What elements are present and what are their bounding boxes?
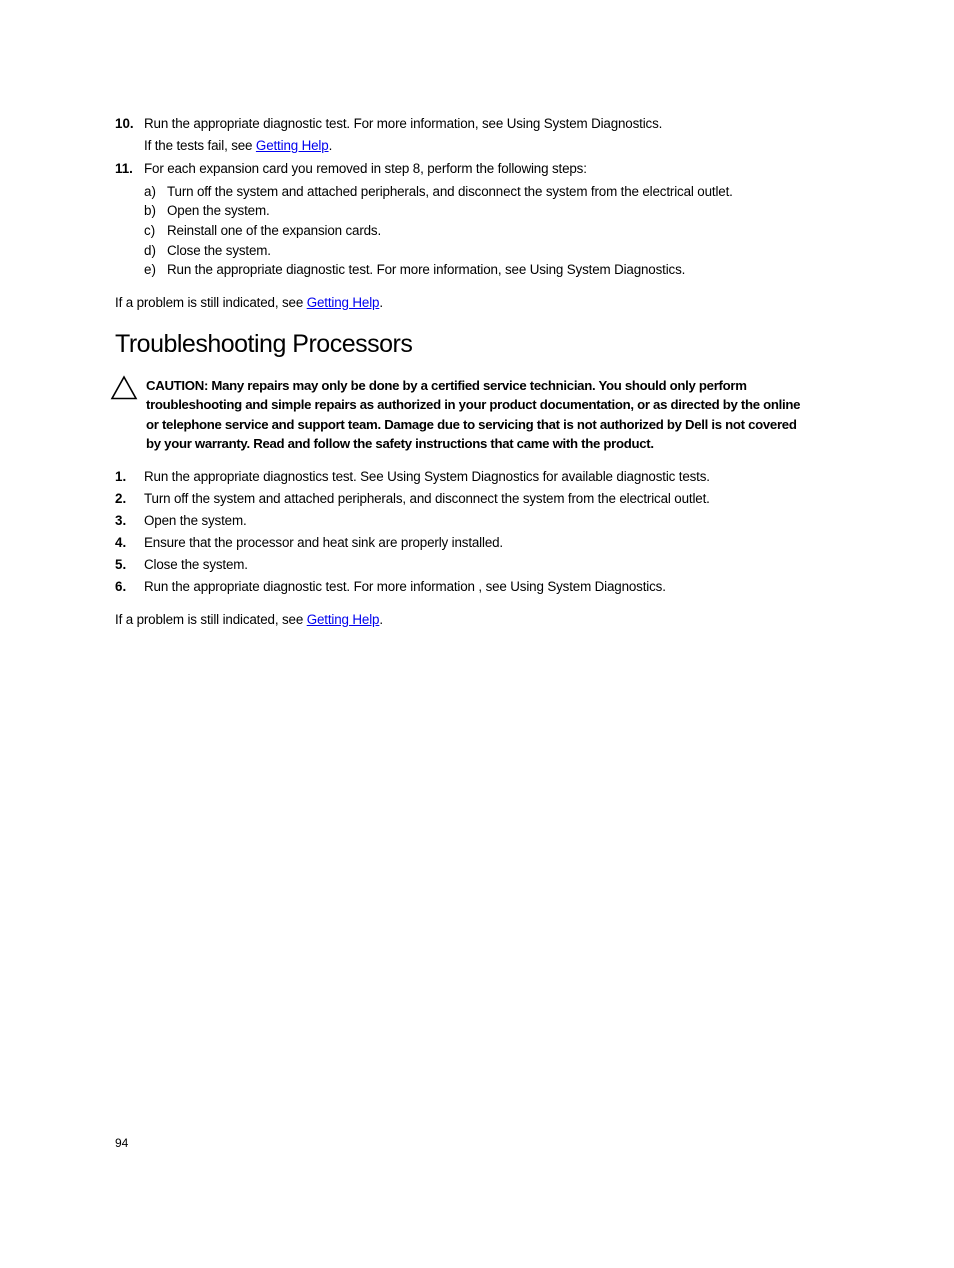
caution-icon <box>110 375 138 401</box>
step-number: 2. <box>115 491 127 506</box>
caution-text: CAUTION: Many repairs may only be done by a certified service technician. You should only perform troubleshooting and simple repairs as authorized in your product documentation, or as directed by the online or telephone service and support team. Damage due to servicing that is not authorized by Dell is not covered by your warranty. Read and follow the safety instructions that came with the product. <box>146 378 801 452</box>
getting-help-link[interactable]: Getting Help <box>306 295 380 310</box>
problem-indicated-note <box>115 612 383 628</box>
problem-indicated-note <box>115 295 383 311</box>
substep-label: e) <box>144 262 156 277</box>
page-number: 94 <box>115 1136 129 1150</box>
step-number: 5. <box>115 557 127 572</box>
step-text: For each expansion card you removed in step 8, perform the following steps: <box>144 161 587 176</box>
step-number: 1. <box>115 469 127 484</box>
step-number: 3. <box>115 513 127 528</box>
footer-prefix: If a problem is still indicated, see <box>115 295 307 310</box>
step-text: Ensure that the processor and heat sink are properly installed. <box>144 535 504 550</box>
step-text: Close the system. <box>144 557 248 572</box>
step-number: 4. <box>115 535 127 550</box>
substep-label: d) <box>144 243 156 258</box>
note-suffix: . <box>328 138 333 153</box>
getting-help-link[interactable]: Getting Help <box>255 138 329 153</box>
step-text: Run the appropriate diagnostics test. See Using System Diagnostics for available diagnostic tests. <box>144 469 710 484</box>
substep-label: b) <box>144 203 156 218</box>
note-prefix: If the tests fail, see <box>144 138 256 153</box>
step-note <box>144 138 332 154</box>
section-heading: Troubleshooting Processors <box>115 330 413 358</box>
step-text: Open the system. <box>144 513 247 528</box>
substep-text: Turn off the system and attached peripherals, and disconnect the system from the electrical outlet. <box>167 184 733 199</box>
substep-label: a) <box>144 184 156 199</box>
step-text: Run the appropriate diagnostic test. For more information, see Using System Diagnostics. <box>144 116 663 131</box>
substep-label: c) <box>144 223 156 238</box>
step-text: Run the appropriate diagnostic test. For more information , see Using System Diagnostics. <box>144 579 666 594</box>
substep-text: Reinstall one of the expansion cards. <box>167 223 382 238</box>
footer-suffix: . <box>379 295 383 310</box>
step-number: 10. <box>115 116 134 131</box>
substep-text: Run the appropriate diagnostic test. For more information, see Using System Diagnostics. <box>167 262 686 277</box>
footer-suffix: . <box>379 612 383 627</box>
step-text: Turn off the system and attached peripherals, and disconnect the system from the electrical outlet. <box>144 491 710 506</box>
getting-help-link[interactable]: Getting Help <box>306 612 380 627</box>
footer-prefix: If a problem is still indicated, see <box>115 612 307 627</box>
substep-text: Open the system. <box>167 203 270 218</box>
substep-text: Close the system. <box>167 243 271 258</box>
step-number: 11. <box>115 161 133 176</box>
step-number: 6. <box>115 579 127 594</box>
